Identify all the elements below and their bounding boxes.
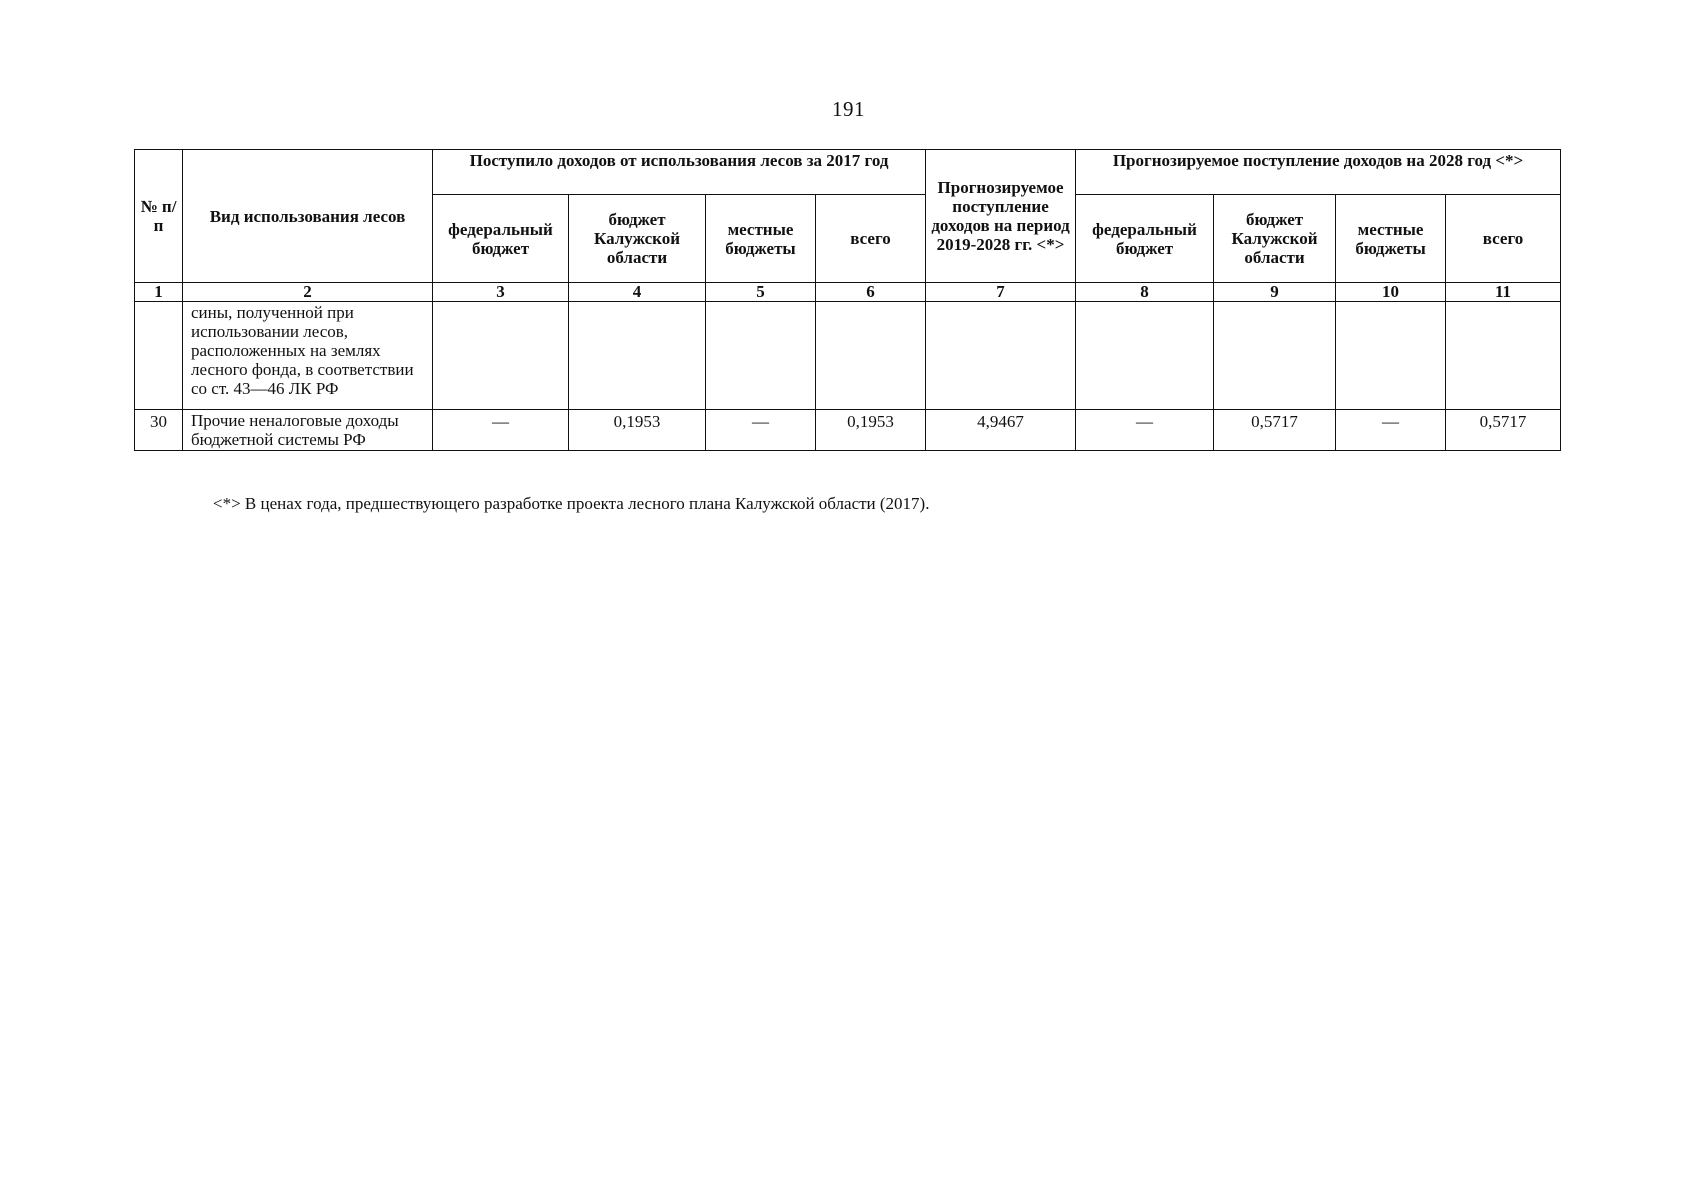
- column-number-row: [135, 283, 1561, 302]
- income-table: [134, 149, 1561, 451]
- column-number: 3: [433, 283, 569, 302]
- cell-forecast-period: 4,9467: [926, 410, 1076, 451]
- row-usage-type: сины, полученной при использовании лесов, расположенных на землях лесного фонда, в соответствии со ст. 43—46 ЛК РФ: [183, 302, 433, 410]
- row-num: [135, 302, 183, 410]
- header-2017-federal: федеральный бюджет: [433, 195, 569, 283]
- cell-2017-local: [706, 302, 816, 410]
- cell-forecast-period: [926, 302, 1076, 410]
- header-2017-regional: бюджет Калужской области: [569, 195, 706, 283]
- cell-2028-total: [1446, 302, 1561, 410]
- cell-2028-regional: [1214, 302, 1336, 410]
- header-num: № п/п: [135, 150, 183, 283]
- cell-2028-local: —: [1336, 410, 1446, 451]
- column-number: 8: [1076, 283, 1214, 302]
- header-2028-regional: бюджет Калужской области: [1214, 195, 1336, 283]
- header-usage-type: Вид использования лесов: [183, 150, 433, 283]
- cell-2028-regional: 0,5717: [1214, 410, 1336, 451]
- column-number: 1: [135, 283, 183, 302]
- cell-2017-total: 0,1953: [816, 410, 926, 451]
- header-forecast-period: Прогнозируемое поступление доходов на период 2019-2028 гг. <*>: [926, 150, 1076, 283]
- header-2028-total: всего: [1446, 195, 1561, 283]
- cell-2017-federal: —: [433, 410, 569, 451]
- column-number: 6: [816, 283, 926, 302]
- cell-2017-regional: [569, 302, 706, 410]
- footnote: <*> В ценах года, предшествующего разработке проекта лесного плана Калужской области (2017).: [213, 494, 930, 513]
- cell-2028-local: [1336, 302, 1446, 410]
- cell-2017-regional: 0,1953: [569, 410, 706, 451]
- cell-2028-federal: [1076, 302, 1214, 410]
- header-2017-total: всего: [816, 195, 926, 283]
- header-income-2017: Поступило доходов от использования лесов за 2017 год: [433, 150, 926, 195]
- column-number: 7: [926, 283, 1076, 302]
- table-row: [135, 410, 1561, 451]
- header-row-1: [135, 150, 1561, 195]
- header-2028-local: местные бюджеты: [1336, 195, 1446, 283]
- cell-2028-total: 0,5717: [1446, 410, 1561, 451]
- column-number: 9: [1214, 283, 1336, 302]
- column-number: 11: [1446, 283, 1561, 302]
- cell-2017-total: [816, 302, 926, 410]
- cell-2017-federal: [433, 302, 569, 410]
- cell-2028-federal: —: [1076, 410, 1214, 451]
- cell-2017-local: —: [706, 410, 816, 451]
- row-num: 30: [135, 410, 183, 451]
- column-number: 5: [706, 283, 816, 302]
- column-number: 4: [569, 283, 706, 302]
- header-2017-local: местные бюджеты: [706, 195, 816, 283]
- page-number: 191: [832, 97, 865, 121]
- header-2028-federal: федеральный бюджет: [1076, 195, 1214, 283]
- column-number: 10: [1336, 283, 1446, 302]
- header-forecast-2028: Прогнозируемое поступление доходов на 2028 год <*>: [1076, 150, 1561, 195]
- row-usage-type: Прочие неналоговые доходы бюджетной системы РФ: [183, 410, 433, 451]
- column-number: 2: [183, 283, 433, 302]
- table-row: [135, 302, 1561, 410]
